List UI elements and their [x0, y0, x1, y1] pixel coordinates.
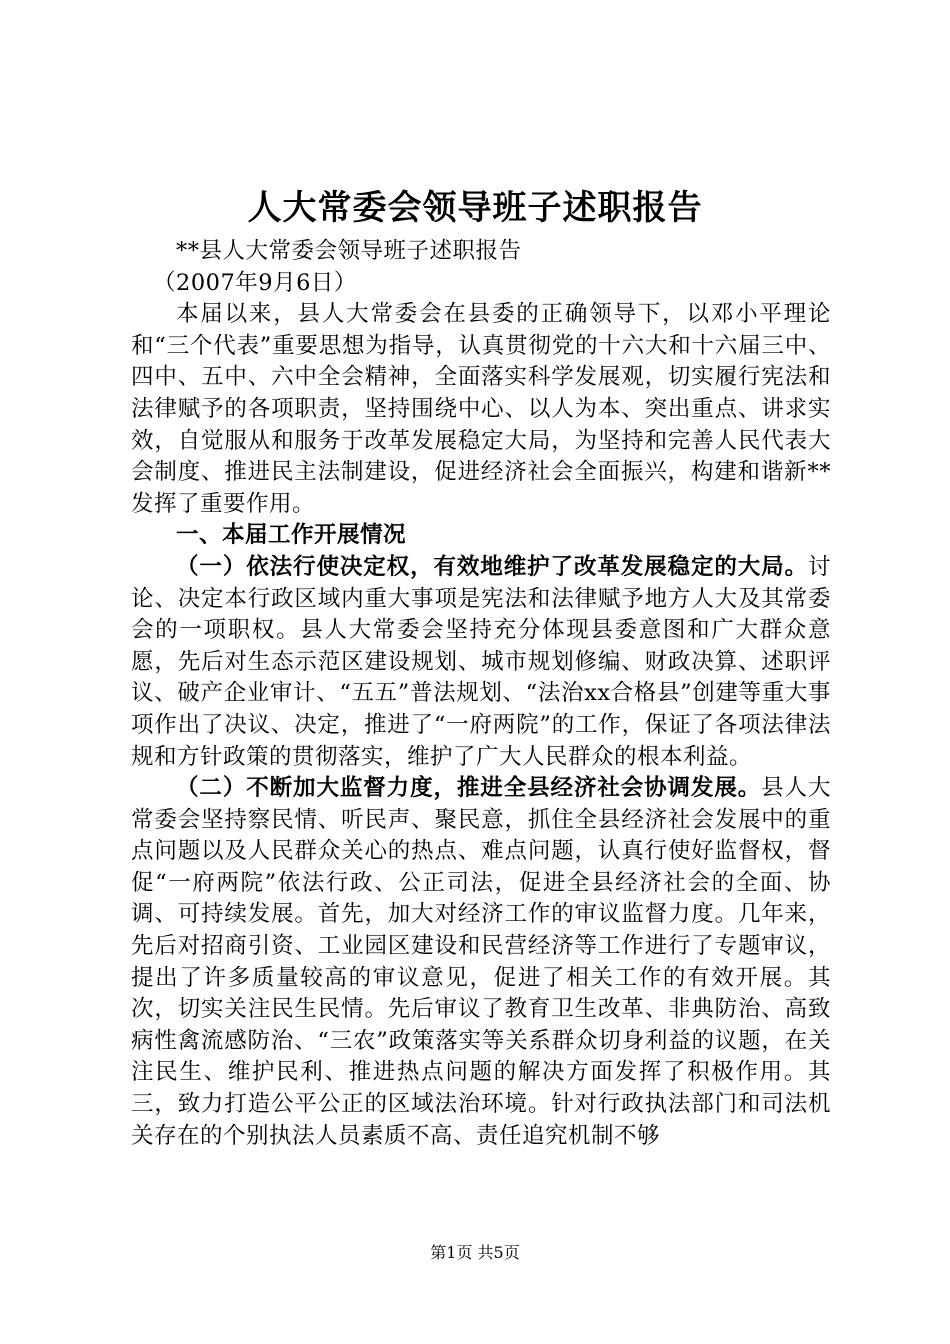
paragraph-item-2 [131, 773, 831, 1152]
item-2-heading: （二）不断加大监督力度，推进全县经济社会协调发展。 [176, 775, 762, 802]
item-1-heading: （一）依法行使决定权，有效地维护了改革发展稳定的大局。 [176, 553, 808, 580]
subtitle: **县人大常委会领导班子述职报告 [176, 238, 522, 264]
intro-paragraph: 本届以来，县人大常委会在县委的正确领导下，以邓小平理论和“三个代表”重要思想为指导，认真贯彻党的十六大和十六届三中、四中、五中、六中全会精神，全面落实科学发展观，切实履行宪法和法律赋予的各项职责，坚持围绕中心、以人为本、突出重点、讲求实效，自觉服从和服务于改革发展稳定大局，为坚持和完善人民代表大会制度、推进民主法制建设，促进经济社会全面振兴，构建和谐新**发挥了重要作用。 [131, 301, 831, 517]
document-title: 人大常委会领导班子述职报告 [247, 188, 703, 228]
item-2-text: 县人大常委会坚持察民情、听民声、聚民意，抓住全县经济社会发展中的重点问题以及人民群众关心的热点、难点问题，认真行使好监督权，督促“一府两院”依法行政、公正司法，促进全县经济社会的全面、协调、可持续发展。首先，加大对经济工作的审议监督力度。几年来，先后对招商引资、工业园区建设和民营经济等工作进行了专题审议，提出了许多质量较高的审议意见，促进了相关工作的有效开展。其次，切实关注民生民情。先后审议了教育卫生改革、非典防治、高致病性禽流感防治、“三农”政策落实等关系群众切身利益的议题，在关注民生、维护民利、推进热点问题的解决方面发挥了积极作用。其三，致力打造公平公正的区域法治环境。针对行政执法部门和司法机关存在的个别执法人员素质不高、责任追究机制不够 [131, 775, 831, 1149]
item-1-text: 讨论、决定本行政区域内重大事项是宪法和法律赋予地方人大及其常委会的一项职权。县人大常委会坚持充分体现县委意图和广大群众意愿，先后对生态示范区建设规划、城市规划修编、财政决算、述职评议、破产企业审计、“五五”普法规划、“法治xx合格县”创建等重大事项作出了决议、决定，推进了“一府两院”的工作，保证了各项法律法规和方针政策的贯彻落实，维护了广大人民群众的根本利益。 [131, 553, 831, 770]
paragraph-item-1 [131, 552, 831, 773]
page-footer: 第1页 共5页 [430, 1243, 520, 1262]
section-heading: 一、本届工作开展情况 [176, 522, 407, 549]
report-date: （2007年9月6日） [153, 269, 357, 296]
document-body [131, 236, 831, 1152]
